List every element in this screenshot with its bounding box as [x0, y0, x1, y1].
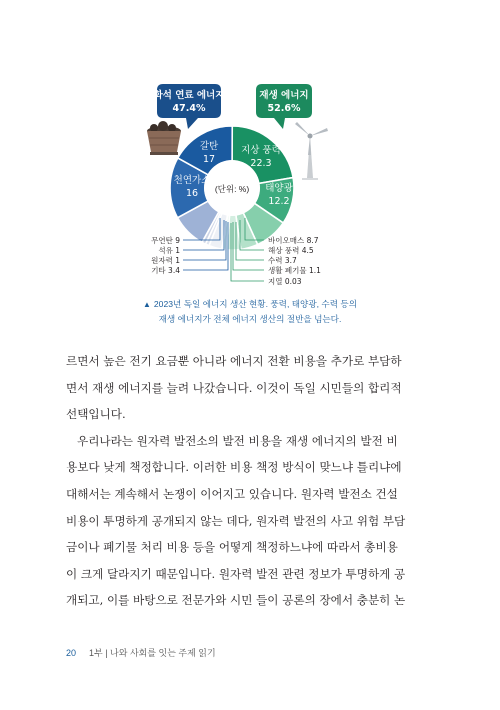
body-line: 개되고, 이를 바탕으로 전문가와 시민 들이 공론의 장에서 충분히 논: [66, 593, 406, 608]
body-line: 우리나라는 원자력 발전소의 발전 비용을 재생 에너지의 발전 비: [77, 433, 398, 448]
label-offshore-wind: 해상 풍력 4.5: [268, 246, 314, 255]
label-lignite-value: 17: [202, 154, 216, 165]
body-line: 금이나 폐기물 처리 비용 등을 어떻게 책정하느냐에 따라서 총비용: [66, 540, 398, 555]
label-nuclear: 원자력 1: [151, 256, 180, 265]
unit-label: (단위: %): [214, 184, 250, 194]
caption-line-2: 재생 에너지가 전체 에너지 생산의 절반을 넘는다.: [158, 314, 342, 324]
label-solar-value: 12.2: [268, 196, 290, 207]
figure-caption: [100, 297, 400, 326]
body-line: 선택입니다.: [66, 407, 126, 422]
renewable-callout-percent: 52.6%: [267, 103, 301, 114]
renewable-callout-title: 재생 에너지: [259, 90, 309, 101]
caption-line-1: 2023년 독일 에너지 생산 현황. 풍력, 태양광, 수력 등의: [153, 299, 358, 309]
label-onshore-wind-value: 22.3: [250, 158, 272, 169]
label-onshore-wind-name: 지상 풍력: [241, 145, 281, 156]
label-oil: 석유 1: [158, 246, 180, 255]
body-line: 용보다 낮게 책정합니다. 이러한 비용 책정 방식이 맞느냐 틀리냐에: [66, 460, 402, 475]
body-line: 비용이 투명하게 공개되지 않는 데다, 원자력 발전의 사고 위험 부담: [66, 513, 406, 528]
energy-pie-chart: [0, 0, 500, 300]
running-head: 1부 | 나와 사회를 잇는 주제 읽기: [89, 648, 216, 658]
label-natural-gas-value: 16: [185, 188, 199, 199]
body-line: 면서 재생 에너지를 늘려 나갔습니다. 이것이 독일 시민들의 합리적: [66, 380, 402, 395]
label-hydro: 수력 3.7: [268, 256, 297, 265]
coal-cart-icon: [147, 121, 181, 155]
label-other: 기타 3.4: [151, 266, 180, 275]
label-solar-name: 태양광: [265, 183, 293, 194]
label-lignite-name: 갈탄: [199, 141, 219, 152]
wind-turbine-icon: [295, 122, 328, 180]
page-number: 20: [66, 648, 77, 658]
renewable-energy-callout: [256, 84, 312, 129]
body-text: [66, 348, 438, 614]
caption-triangle-icon: ▲: [142, 300, 151, 309]
fossil-callout-title: 화석 연료 에너지: [153, 90, 225, 101]
label-natural-gas-name: 천연가스: [173, 175, 211, 186]
label-hard-coal: 무연탄 9: [151, 236, 180, 245]
body-line: 르면서 높은 전기 요금뿐 아니라 에너지 전환 비용을 추가로 부담하: [66, 354, 402, 368]
body-line: 대해서는 계속해서 논쟁이 이어지고 있습니다. 원자력 발전소 건설: [66, 486, 398, 501]
page-footer: [66, 646, 216, 659]
label-geothermal: 지열 0.03: [268, 277, 302, 286]
fossil-callout-percent: 47.4%: [172, 103, 206, 114]
body-line: 이 크게 달라지기 때문입니다. 원자력 발전 관련 정보가 투명하게 공: [66, 566, 406, 581]
label-biomass: 바이오매스 8.7: [268, 236, 319, 245]
label-household-waste: 생활 폐기물 1.1: [268, 266, 321, 275]
